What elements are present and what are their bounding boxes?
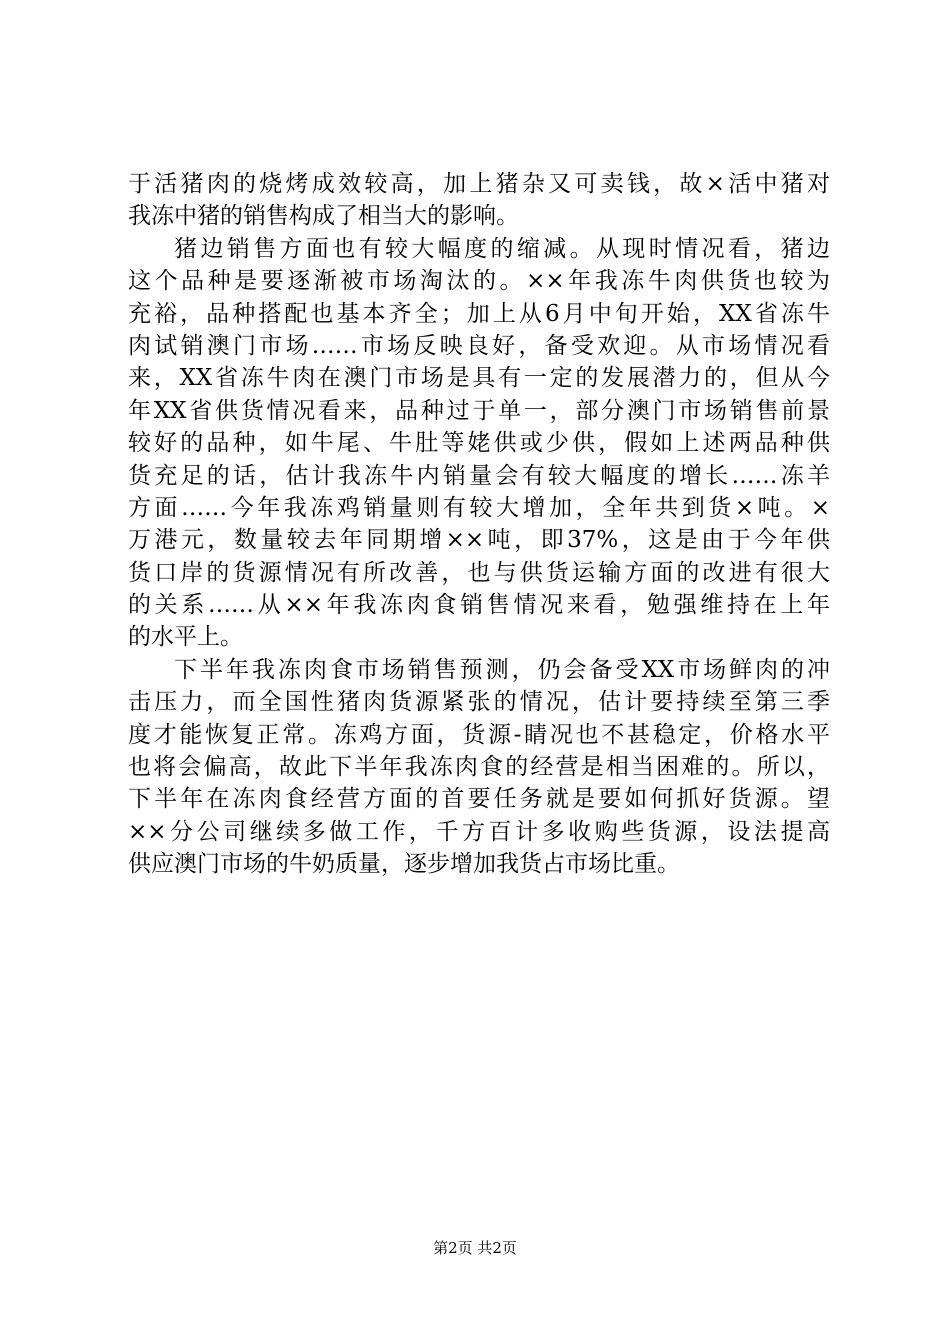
text-line: 下半年我冻肉食市场销售预测，仍会备受XX市场鲜肉的冲 — [174, 656, 830, 683]
text-line: 较好的品种，如牛尾、牛肚等姥供或少供，假如上述两品种供 — [128, 430, 830, 457]
text-line: 年XX省供货情况看来，品种过于单一，部分澳门市场销售前景 — [128, 397, 830, 424]
text-line: 货口岸的货源情况有所改善，也与供货运输方面的改进有很大 — [128, 559, 830, 586]
text-line: 我冻中猪的销售构成了相当大的影响。 — [128, 203, 519, 230]
text-line: 肉试销澳门市场……市场反映良好，备受欢迎。从市场情况看 — [128, 332, 830, 359]
text-line: 充裕，品种搭配也基本齐全；加上从6月中旬开始，XX省冻牛 — [128, 300, 830, 327]
text-line: 也将会偏高，故此下半年我冻肉食的经营是相当困难的。所以， — [128, 754, 830, 781]
text-line: 于活猪肉的烧烤成效较高，加上猪杂又可卖钱，故×活中猪对 — [128, 171, 830, 197]
page-footer — [0, 1238, 950, 1258]
text-line: 方面……今年我冻鸡销量则有较大增加，全年共到货×吨。× — [128, 494, 830, 521]
text-line: 度才能恢复正常。冻鸡方面，货源-睛况也不甚稳定，价格水平 — [128, 721, 830, 748]
text-line: 击压力，而全国性猪肉货源紧张的情况，估计要持续至第三季 — [128, 689, 830, 716]
text-line: 猪边销售方面也有较大幅度的缩减。从现时情况看，猪边 — [174, 235, 830, 262]
text-line: 下半年在冻肉食经营方面的首要任务就是要如何抓好货源。望 — [128, 786, 830, 813]
text-line: ××分公司继续多做工作，千方百计多收购些货源，设法提高 — [128, 818, 830, 845]
text-line: 供应澳门市场的牛奶质量，逐步增加我货占市场比重。 — [128, 851, 680, 878]
text-line: 来，XX省冻牛肉在澳门市场是具有一定的发展潜力的，但从今 — [128, 365, 830, 392]
text-line: 货充足的话，估计我冻牛内销量会有较大幅度的增长……冻羊 — [128, 462, 830, 489]
body-text — [128, 168, 830, 881]
text-line: 的水平上。 — [128, 624, 243, 651]
text-line: 这个品种是要逐渐被市场淘汰的。××年我冻牛肉供货也较为 — [128, 268, 830, 295]
text-line: 万港元，数量较去年同期增××吨，即37%，这是由于今年供 — [128, 527, 830, 554]
page-number-label: 第2页 共2页 — [433, 1239, 517, 1257]
text-line: 的关系……从××年我冻肉食销售情况来看，勉强维持在上年 — [128, 592, 830, 619]
